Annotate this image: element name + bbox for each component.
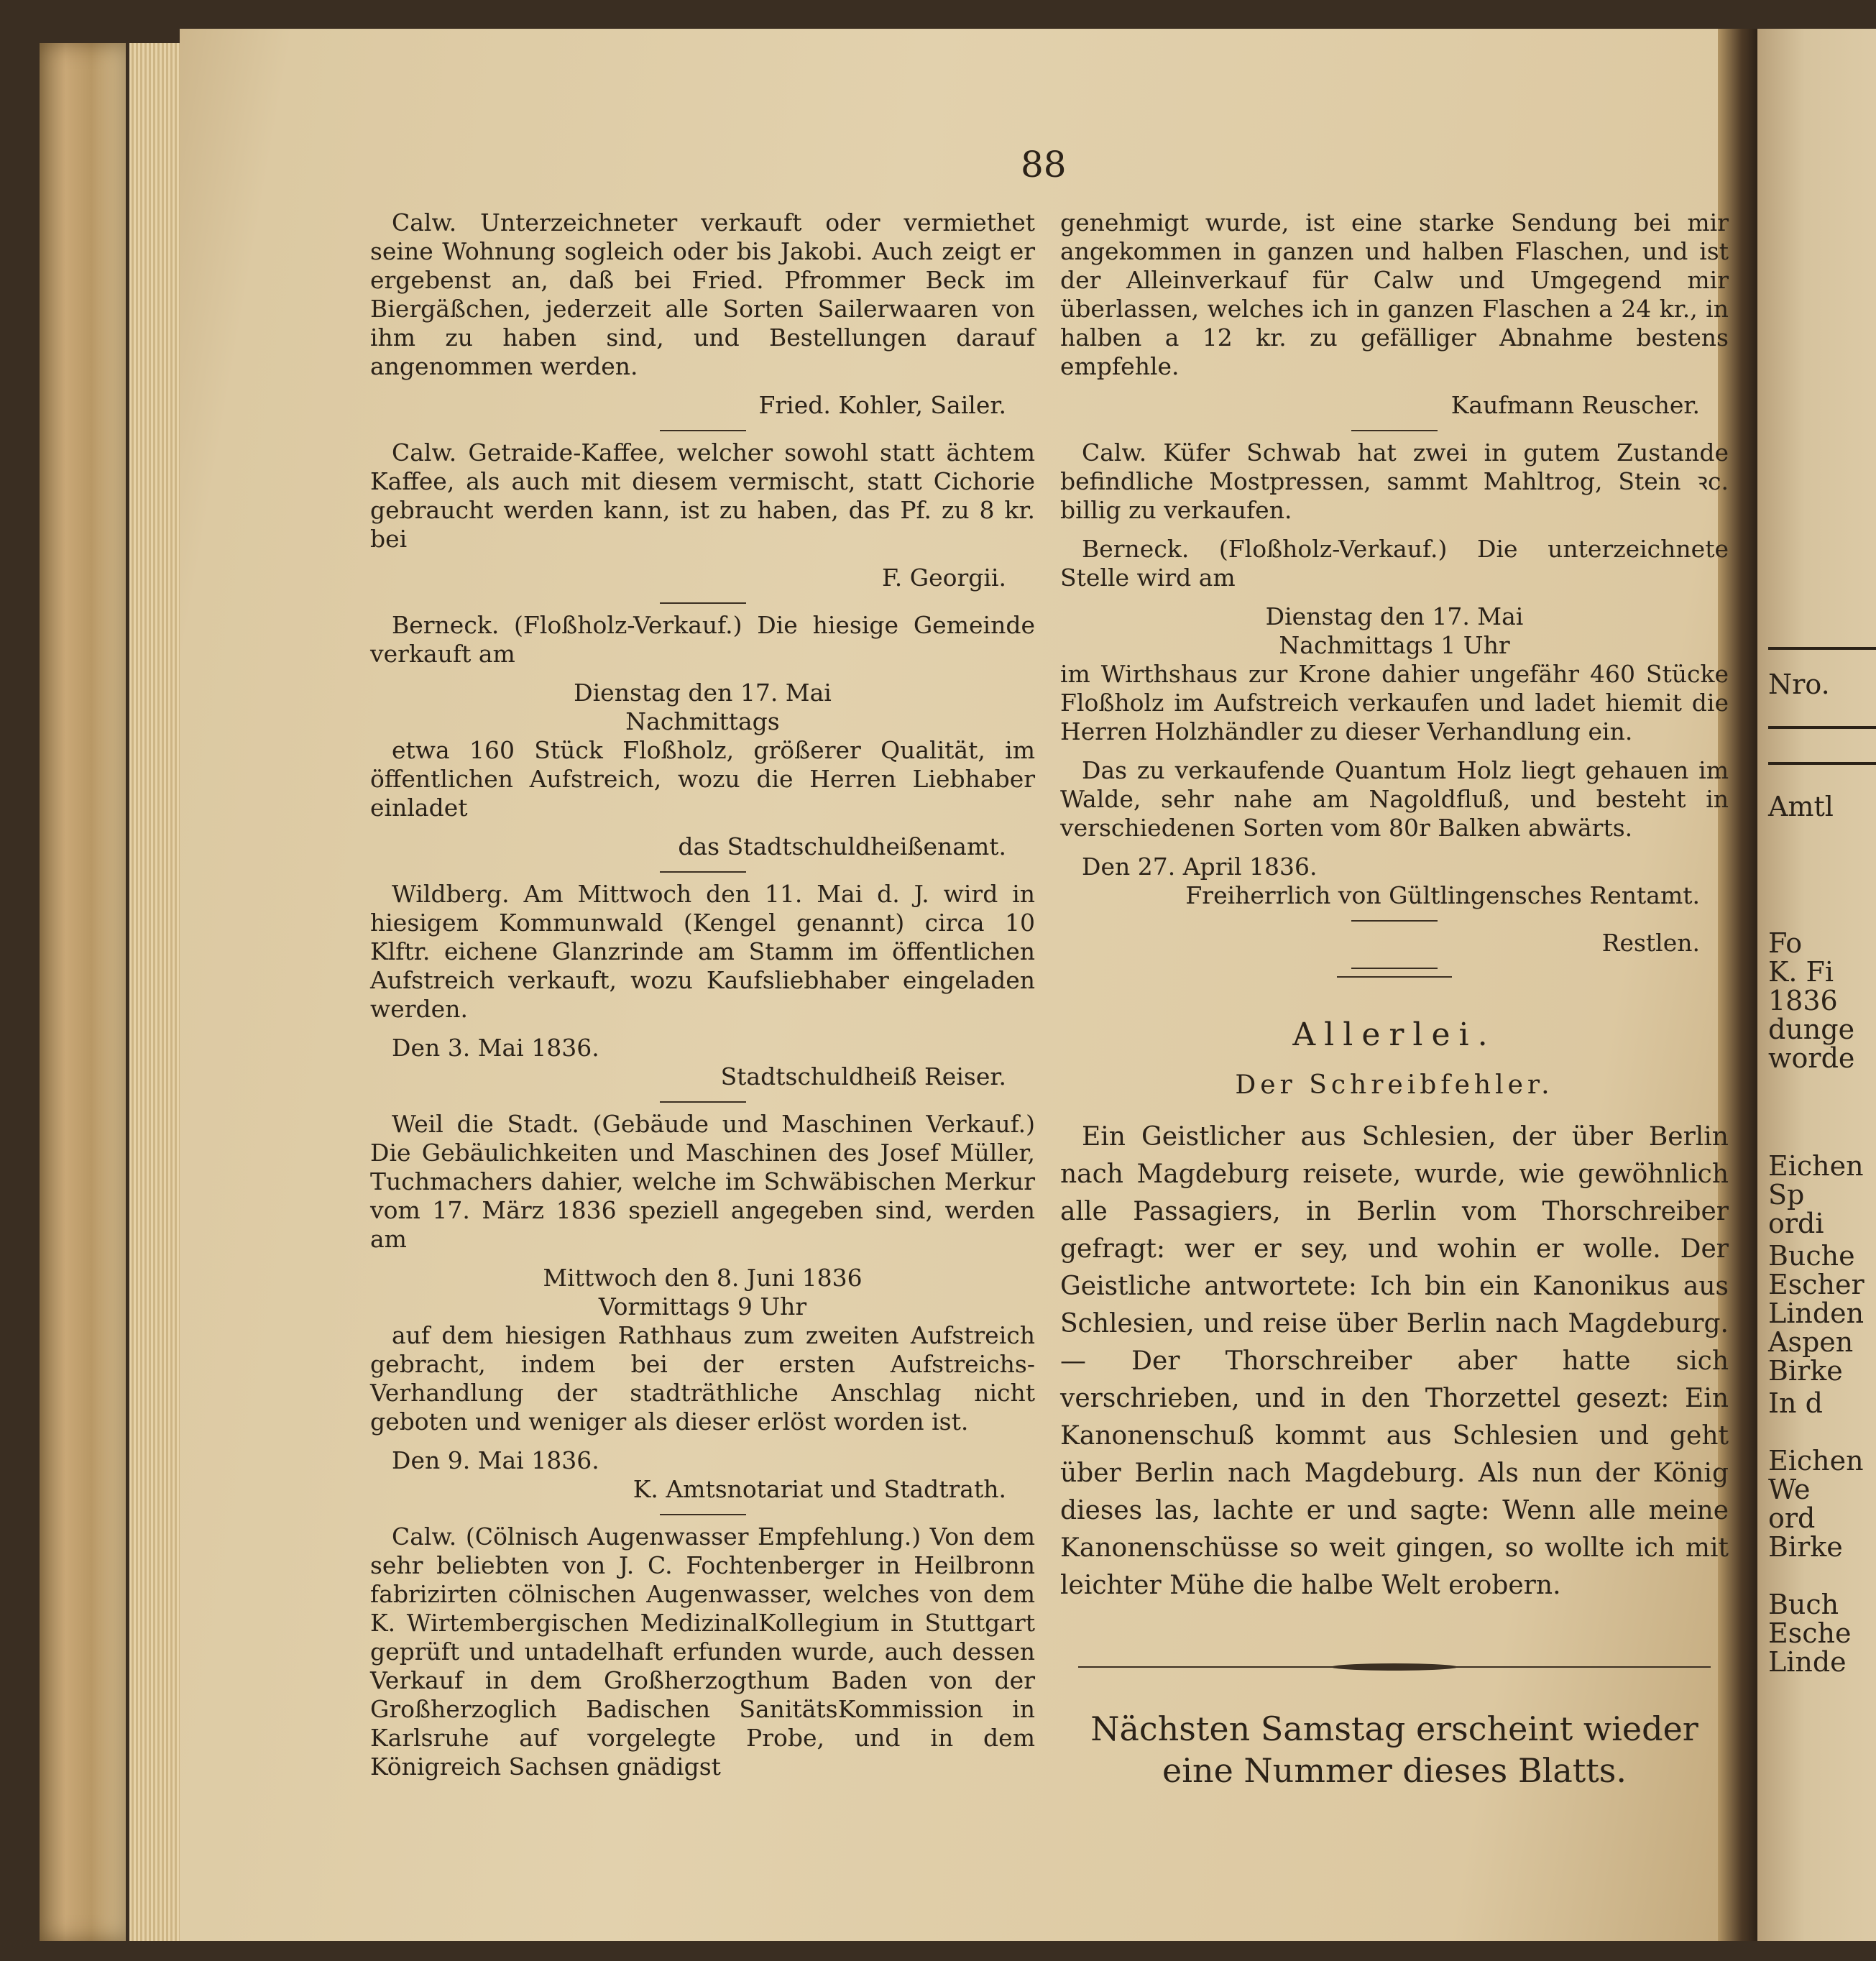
right-column bbox=[1060, 208, 1729, 1791]
notice-p-0: Calw. Unterzeichneter verkauft oder vermiethet seine Wohnung sogleich oder bis Jakobi. Auch zeigt er ergebenst an, daß bei Fried. Pfrommer Beck im Biergäßchen, jederzeit alle Sorten Sailerwaaren von ihm zu haben sind, und Bestellungen darauf angenommen werden. bbox=[370, 208, 1035, 380]
notice-p-9: Wildberg. Am Mittwoch den 11. Mai d. J. wird in hiesigem Kommunwald (Kengel genannt) circa 10 Klftr. eichene Glanzrinde am Stamm im öffentlichen Aufstreich verkauft, wozu Kaufsliebhaber eingeladen werden. bbox=[370, 880, 1035, 1023]
next-page-fragment: We bbox=[1768, 1474, 1811, 1505]
notice-p_noindent-6: im Wirthshaus zur Krone dahier ungefähr 460 Stücke Floßholz im Aufstreich verkaufen und ladet hiemit die Herren Holzhändler zu dieser Verhandlung ein. bbox=[1060, 660, 1729, 745]
notice-ctr-4: Dienstag den 17. Mai bbox=[1265, 602, 1524, 630]
notice-sig-3: F. Georgii. bbox=[882, 564, 1006, 592]
right-column-notices bbox=[1060, 208, 1729, 969]
page-number: 88 bbox=[1021, 144, 1067, 185]
notice-p-4: Berneck. (Floßholz-Verkauf.) Die hiesige Gemeinde verkauft am bbox=[370, 611, 1035, 668]
section-divider bbox=[1337, 976, 1452, 978]
notice-p-12: Weil die Stadt. (Gebäude und Maschinen Verkauf.) Die Gebäulichkeiten und Maschinen des Josef Müller, Tuchmachers dahier, welche im Schwäbischen Merkur vom 17. März 1836 speziell angegeben sind, werden am bbox=[370, 1110, 1035, 1253]
next-page-fragment: Birke bbox=[1768, 1355, 1843, 1387]
next-page-fragment: Aspen bbox=[1768, 1326, 1854, 1358]
section-heading: Allerlei. bbox=[1292, 1016, 1496, 1053]
notice-p-18: Calw. (Cölnisch Augenwasser Empfehlung.) Von dem sehr beliebten von J. C. Fochtenberger in Heilbronn fabrizirten cölnischen Augenwasser, welches von dem K. Wirtembergischen MedizinalKollegium in Stuttgart geprüft und untadelhaft erfunden wurde, auch dessen Verkauf in dem Großherzogthum Baden von der Großherzoglich Badischen SanitätsKommission in Karlsruhe auf vorgelegte Probe, und in dem Königreich Sachsen gnädigst bbox=[370, 1523, 1035, 1781]
next-page-fragment: ord bbox=[1768, 1502, 1816, 1534]
notice-separator bbox=[1351, 968, 1438, 969]
next-page-fragment: 1836 bbox=[1768, 985, 1838, 1016]
next-page-fragment: Linde bbox=[1768, 1646, 1847, 1678]
next-page-fragment: Nro. bbox=[1768, 669, 1830, 700]
notice-p_noindent-0: genehmigt wurde, ist eine starke Sendung bei mir angekommen in ganzen und halben Flaschen, und ist der Alleinverkauf für Calw und Umgegend mir überlassen, welches ich in ganzen Flaschen a 24 kr., in halben a 12 kr. zu gefälliger Abnahme bestens empfehle. bbox=[1060, 208, 1729, 380]
book-edge bbox=[40, 43, 126, 1941]
story-title: Der Schreibfehler. bbox=[1235, 1070, 1554, 1100]
next-page-fragment: Buche bbox=[1768, 1240, 1855, 1272]
next-page-rule bbox=[1768, 762, 1876, 765]
notice-separator bbox=[1351, 920, 1438, 922]
notice-p-3: Berneck. (Floßholz-Verkauf.) Die unterzeichnete Stelle wird am bbox=[1060, 535, 1729, 592]
notice-sig-1: Kaufmann Reuscher. bbox=[1450, 391, 1700, 419]
next-page-rule bbox=[1768, 647, 1876, 650]
notice-sig-8: das Stadtschuldheißenamt. bbox=[678, 832, 1006, 860]
next-page-fragment: Escher bbox=[1768, 1269, 1864, 1300]
next-page-fragment: Linden bbox=[1768, 1298, 1864, 1329]
notice-sig-9: Freiherrlich von Gültlingensches Rentamt. bbox=[1185, 881, 1700, 909]
notice-p-2: Calw. Küfer Schwab hat zwei in gutem Zustande befindliche Mostpressen, sammt Mahltrog, Stein ꝛc. billig zu verkaufen. bbox=[1060, 438, 1729, 524]
next-page-fragment: dunge bbox=[1768, 1014, 1855, 1045]
next-page-rule bbox=[1768, 726, 1876, 729]
story-text: Ein Geistlicher aus Schlesien, der über Berlin nach Magdeburg reisete, wurde, wie gewöhnlich alle Passagiers, in Berlin vom Thorschreiber gefragt: wer er sey, und wohin er wolle. Der Geistliche antwortete: Ich bin ein Kanonikus aus Schlesien, und reise über Berlin nach Magdeburg. — Der Thorschreiber aber hatte sich verschrieben, und in den Thorzettel gesezt: Ein Kanonenschuß kommt aus Schlesien und geht über Berlin nach Magdeburg. Als nun der König dieses las, lachte er und sagte: Wenn alle meine Kanonenschüsse so weit gingen, so wollte ich mit leichter Mühe die halbe Welt erobern. bbox=[1060, 1122, 1729, 1600]
next-page-fragment: Amtl bbox=[1768, 791, 1834, 822]
notice-date-16: Den 9. Mai 1836. bbox=[392, 1446, 599, 1474]
next-page-fragment: Esche bbox=[1768, 1617, 1852, 1649]
notice-ctr-5: Dienstag den 17. Mai bbox=[574, 679, 832, 707]
notice-ctr-5: Nachmittags 1 Uhr bbox=[1279, 631, 1510, 659]
notice-separator bbox=[660, 430, 746, 431]
notice-sig-17: K. Amtsnotariat und Stadtrath. bbox=[633, 1475, 1006, 1503]
closing-notice: Nächsten Samstag erscheint wieder eine Nummer dieses Blatts. bbox=[1090, 1709, 1698, 1790]
next-page-fragment: Eichen bbox=[1768, 1445, 1864, 1477]
notice-separator bbox=[660, 871, 746, 873]
notice-sig-1: Fried. Kohler, Sailer. bbox=[758, 391, 1006, 419]
next-page-fragment: In d bbox=[1768, 1387, 1823, 1419]
next-page-fragment: worde bbox=[1768, 1042, 1855, 1074]
notice-ctr-6: Nachmittags bbox=[625, 707, 780, 735]
notice-sig-11: Stadtschuldheiß Reiser. bbox=[720, 1062, 1006, 1090]
notice-p-7: etwa 160 Stück Floßholz, größerer Qualität, im öffentlichen Aufstreich, wozu die Herren Liebhaber einladet bbox=[370, 736, 1035, 822]
ornamental-rule bbox=[1078, 1662, 1711, 1672]
notice-date-10: Den 3. Mai 1836. bbox=[392, 1034, 599, 1062]
next-page-fragment: Birke bbox=[1768, 1531, 1843, 1563]
left-column bbox=[370, 208, 1035, 1791]
notice-ctr-14: Vormittags 9 Uhr bbox=[598, 1292, 807, 1321]
notice-ctr-13: Mittwoch den 8. Juni 1836 bbox=[543, 1264, 863, 1292]
notice-date-8: Den 27. April 1836. bbox=[1082, 853, 1318, 881]
next-page-fragment: K. Fi bbox=[1768, 956, 1834, 988]
notice-p-15: auf dem hiesigen Rathhaus zum zweiten Aufstreich gebracht, indem bei der ersten Aufstreichs-Verhandlung der stadträthliche Anschlag nicht geboten und weniger als dieser erlöst worden ist. bbox=[370, 1321, 1035, 1436]
next-page-fragment: Buch bbox=[1768, 1589, 1839, 1620]
notice-separator bbox=[660, 1514, 746, 1515]
next-page-fragment: Fo bbox=[1768, 927, 1803, 959]
notice-sig-10: Restlen. bbox=[1601, 929, 1700, 957]
page-edges bbox=[129, 43, 180, 1941]
notice-p-7: Das zu verkaufende Quantum Holz liegt gehauen im Walde, sehr nahe am Nagoldfluß, und besteht in verschiedenen Sorten vom 80r Balken abwärts. bbox=[1060, 756, 1729, 842]
next-page-fragment: Sp bbox=[1768, 1179, 1805, 1211]
notice-p-2: Calw. Getraide-Kaffee, welcher sowohl statt ächtem Kaffee, als auch mit diesem vermischt, statt Cichorie gebraucht werden kann, ist zu haben, das Pf. zu 8 kr. bei bbox=[370, 438, 1035, 553]
notice-separator bbox=[1351, 430, 1438, 431]
notice-separator bbox=[660, 1101, 746, 1103]
next-page-fragment: ordi bbox=[1768, 1208, 1824, 1239]
notice-separator bbox=[660, 602, 746, 604]
next-page-fragment: Eichen bbox=[1768, 1150, 1864, 1182]
